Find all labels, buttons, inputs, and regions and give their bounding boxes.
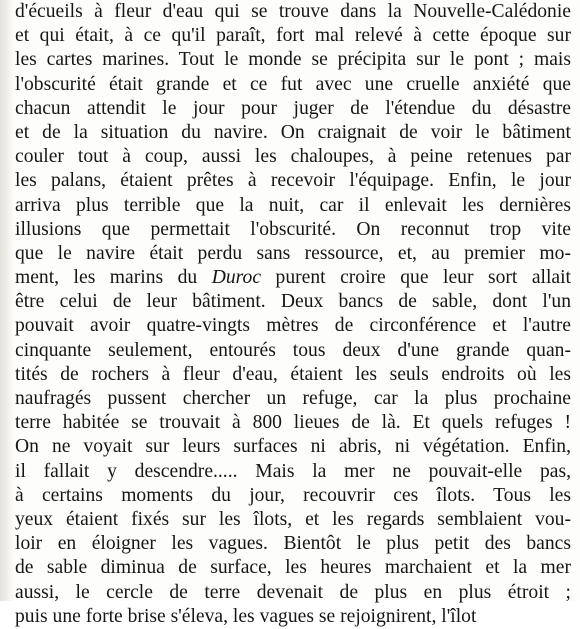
text-line: arriva plus terrible que la nuit, car il enlevait les dernières bbox=[15, 194, 571, 216]
text-line bbox=[15, 266, 571, 290]
page-gutter-shadow bbox=[0, 0, 14, 601]
text-segment: ment, les marins du bbox=[15, 267, 212, 289]
text-line: tités de rochers à fleur d'eau, étaient les seuls endroits où les bbox=[15, 363, 571, 385]
text-line: que le navire était perdu sans ressource, et, au premier mo- bbox=[15, 242, 571, 264]
text-line: loir en éloigner les vagues. Bientôt le plus petit des bancs bbox=[15, 533, 571, 555]
text-line: et de la situation du navire. On craignait de voir le bâtiment bbox=[15, 121, 571, 143]
text-line: d'écueils à fleur d'eau qui se trouve dans la Nouvelle-Calédonie bbox=[15, 1, 571, 22]
text-line: illusions que permettait l'obscurité. On reconnut trop vite bbox=[15, 218, 571, 240]
text-line: yeux étaient fixés sur les îlots, et les regards semblaient vou- bbox=[15, 508, 571, 530]
text-line: naufragés pussent chercher un refuge, car la plus prochaine bbox=[15, 388, 571, 409]
text-line: les cartes marines. Tout le monde se précipita sur le pont ; mais bbox=[15, 49, 571, 71]
text-line: les palans, étaient prêtes à recevoir l'équipage. Enfin, le jour bbox=[15, 170, 571, 192]
body-text bbox=[15, 0, 571, 629]
text-line: cinquante seulement, entourés tous deux d'une grande quan- bbox=[15, 339, 571, 361]
text-line: de sable diminua de surface, les heures marchaient et la mer bbox=[15, 557, 571, 579]
text-line: puis une forte brise s'éleva, les vagues se rejoignirent, l'îlot bbox=[15, 605, 477, 627]
text-line: chacun attendit le jour pour juger de l'étendue du désastre bbox=[15, 97, 571, 119]
text-segment: purent croire que leur sort allait bbox=[261, 267, 571, 289]
text-line: être celui de leur bâtiment. Deux bancs de sable, dont l'un bbox=[15, 291, 571, 313]
text-line: terre habitée se trouvait à 800 lieues de là. Et quels refuges ! bbox=[15, 412, 571, 434]
text-line: il fallait y descendre..... Mais la mer ne pouvait-elle pas, bbox=[15, 460, 571, 482]
text-line: et qui était, à ce qu'il paraît, fort mal relevé à cette époque sur bbox=[15, 25, 571, 47]
text-line: à certains moments du jour, recouvrir ces îlots. Tous les bbox=[15, 484, 571, 506]
text-line: pouvait avoir quatre-vingts mètres de circonférence et l'autre bbox=[15, 315, 571, 337]
ship-name-italic: Duroc bbox=[211, 267, 262, 289]
text-line: couler tout à coup, aussi les chaloupes, à peine retenues par bbox=[15, 146, 571, 168]
text-line: aussi, le cercle de terre devenait de plus en plus étroit ; bbox=[15, 581, 571, 603]
text-line: l'obscurité était grande et ce fut avec une cruelle anxiété que bbox=[15, 73, 571, 95]
text-line: On ne voyait sur leurs surfaces ni abris, ni végétation. Enfin, bbox=[15, 436, 571, 458]
